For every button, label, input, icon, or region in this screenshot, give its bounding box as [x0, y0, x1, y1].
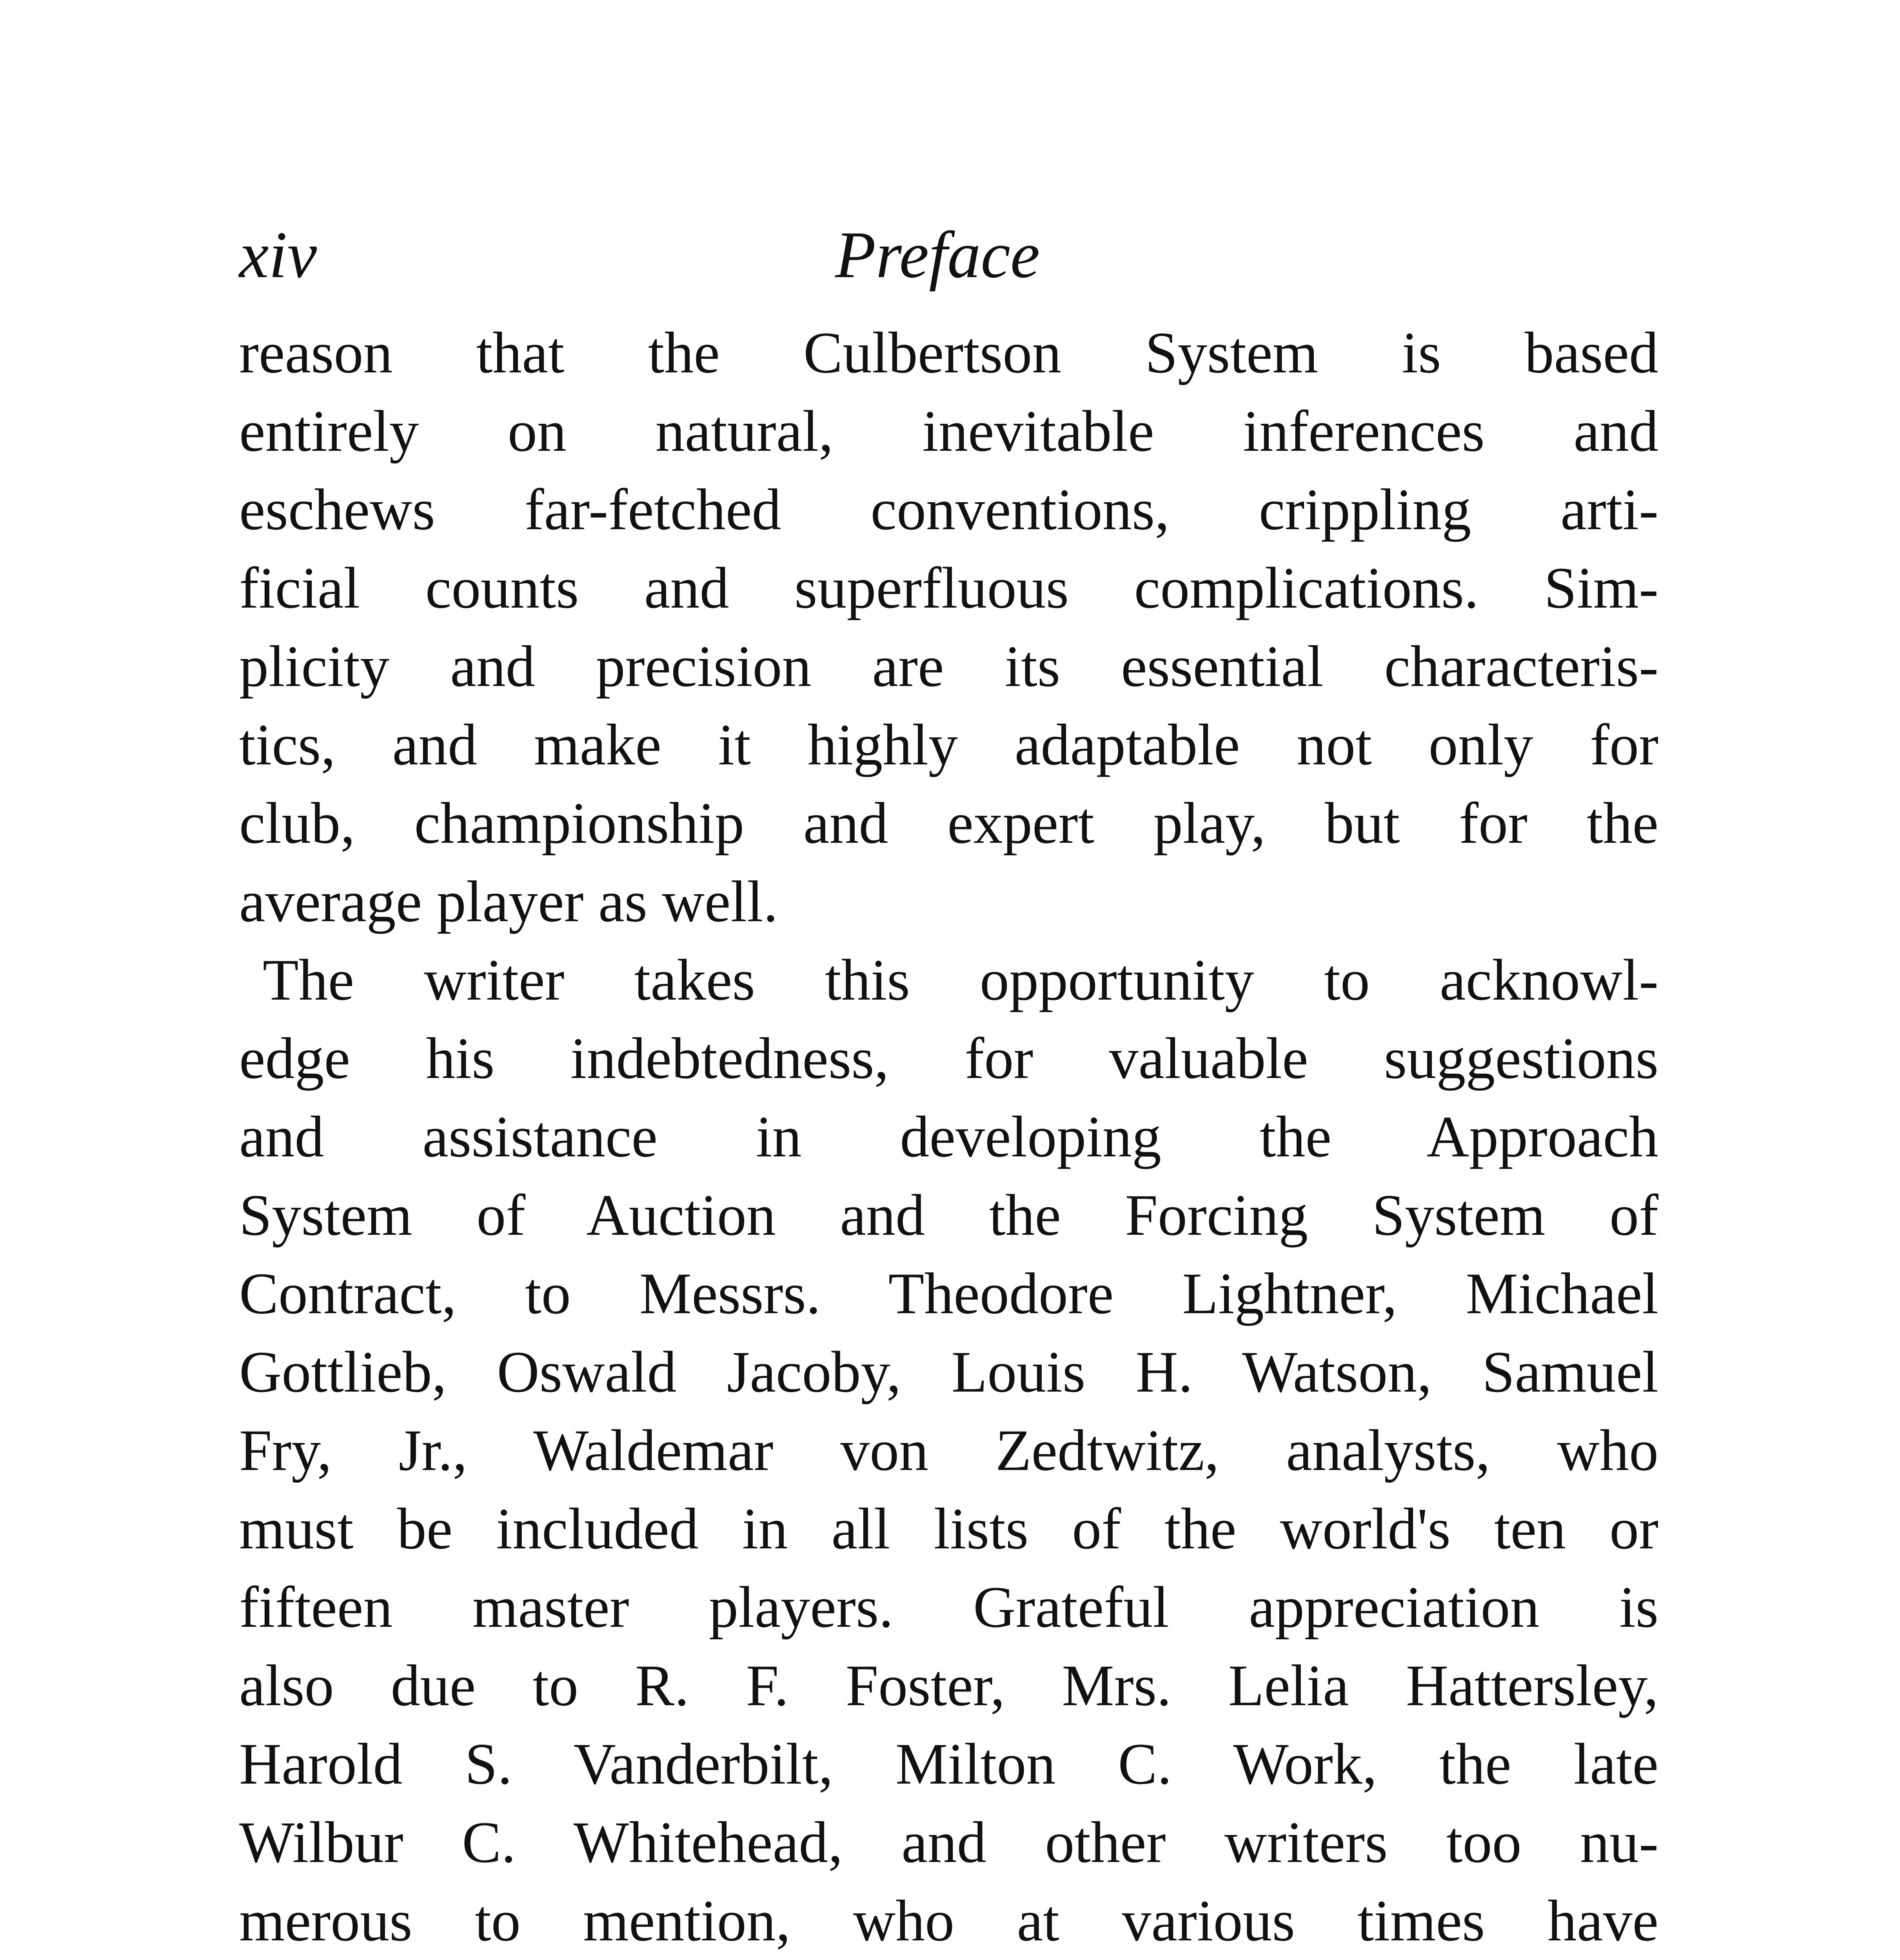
- text-line: eschews far-fetched conventions, crippling arti-: [239, 477, 1658, 542]
- text-line: must be included in all lists of the world's ten or: [239, 1496, 1658, 1561]
- text-line: Harold S. Vanderbilt, Milton C. Work, the late: [239, 1731, 1658, 1797]
- text-line: also due to R. F. Foster, Mrs. Lelia Hattersley,: [239, 1653, 1658, 1718]
- text-line: fifteen master players. Grateful appreciation is: [239, 1575, 1658, 1640]
- text-line: plicity and precision are its essential characteris-: [239, 634, 1658, 699]
- text-line: tics, and make it highly adaptable not only for: [239, 712, 1658, 777]
- page-number: xiv: [239, 218, 317, 292]
- text-line: entirely on natural, inevitable inferences and: [239, 399, 1658, 464]
- text-line: Fry, Jr., Waldemar von Zedtwitz, analysts, who: [239, 1418, 1658, 1483]
- text-line: merous to mention, who at various times have: [239, 1888, 1658, 1953]
- text-line: club, championship and expert play, but for the: [239, 791, 1658, 856]
- text-line: Wilbur C. Whitehead, and other writers too nu-: [239, 1810, 1658, 1875]
- text-line: Contract, to Messrs. Theodore Lightner, Michael: [239, 1261, 1658, 1326]
- text-line: edge his indebtedness, for valuable suggestions: [239, 1026, 1658, 1091]
- text-line: and assistance in developing the Approach: [239, 1104, 1658, 1169]
- text-line: reason that the Culbertson System is based: [239, 320, 1658, 385]
- text-line: The writer takes this opportunity to acknowl-: [263, 947, 1658, 1013]
- running-title: Preface: [835, 218, 1040, 292]
- running-head: [239, 220, 1658, 290]
- text-line: ficial counts and superfluous complications. Sim-: [239, 555, 1658, 621]
- text-line: average player as well.: [239, 869, 778, 934]
- text-line: System of Auction and the Forcing System of: [239, 1183, 1658, 1248]
- text-line: Gottlieb, Oswald Jacoby, Louis H. Watson, Samuel: [239, 1339, 1658, 1405]
